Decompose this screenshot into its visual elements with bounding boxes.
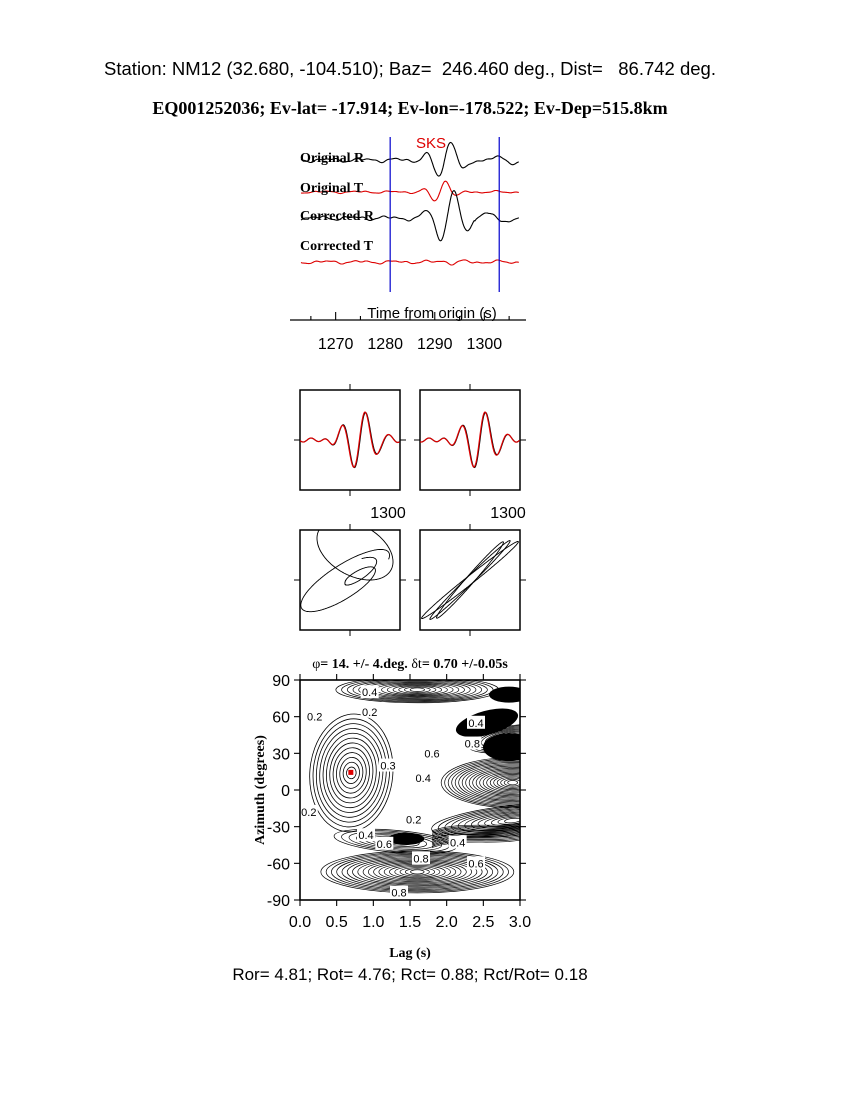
energy-grid-panel [253, 657, 595, 961]
energy-fill [388, 833, 424, 845]
contour-label [412, 851, 430, 865]
contour-label [463, 737, 481, 751]
particle-motion-path [317, 520, 393, 580]
contour-label [449, 836, 467, 850]
contour-label [405, 812, 423, 826]
grid-title [312, 657, 508, 672]
contour-label-text: 0.2 [307, 711, 323, 724]
trace-label-original-t: Original T [300, 181, 364, 196]
contour-label-text: 0.4 [358, 830, 374, 843]
contour-label-text: 0.4 [468, 717, 484, 730]
waveform-fit-panels [294, 384, 526, 522]
fit-waveform [420, 412, 520, 467]
contour-label-text: 0.2 [362, 706, 378, 719]
phi-symbol: φ [312, 657, 321, 672]
contour-label [423, 746, 441, 760]
contour-label [361, 685, 379, 699]
azimuth-tick-label: 0 [281, 783, 290, 800]
pm-panel-frame-2 [420, 530, 520, 630]
station-info: Station: NM12 (32.680, -104.510); Baz= 246.460 deg., Dist= 86.742 deg. [104, 58, 716, 79]
contour-label [375, 837, 393, 851]
trace-label-corrected-r: Corrected R [300, 209, 374, 224]
contour-label-text: 0.4 [362, 687, 378, 700]
energy-fill [483, 733, 535, 761]
contour-label-text: 0.8 [464, 738, 480, 751]
phase-label: SKS [416, 135, 447, 152]
lag-axis-label: Lag (s) [389, 946, 431, 961]
lag-tick-label: 0.5 [325, 914, 348, 931]
particle-motion-path [301, 550, 390, 612]
phi-value: = 14. +/- 4.deg. [320, 657, 412, 672]
seismogram-trace [301, 260, 519, 265]
particle-motion-panels [294, 520, 526, 636]
fit-panel-frame-2 [420, 390, 520, 490]
contour-label-text: 0.6 [376, 838, 392, 851]
time-axis-label: Time from origin (s) [367, 305, 497, 322]
lag-tick-label: 1.5 [398, 914, 422, 931]
contour-label [361, 705, 379, 719]
contour-label-text: 0.2 [301, 807, 317, 819]
fit-panel-2-tick: 1300 [490, 505, 526, 522]
lag-tick-label: 3.0 [508, 914, 532, 931]
best-fit-marker [348, 770, 353, 775]
contour-label [414, 771, 432, 785]
contour-label-text: 0.2 [406, 814, 422, 827]
fit-waveform [420, 413, 520, 468]
azimuth-tick-label: 90 [272, 673, 290, 690]
trace-label-corrected-t: Corrected T [300, 239, 373, 254]
contour-label [467, 716, 485, 730]
azimuth-tick-label: 60 [272, 709, 290, 727]
time-tick-label: 1270 [317, 336, 354, 353]
contour-label [300, 805, 318, 819]
azimuth-tick-label: -60 [266, 856, 290, 874]
azimuth-tick-label: 30 [272, 746, 290, 764]
contour-label [379, 759, 397, 773]
particle-motion-path [422, 541, 519, 618]
dt-symbol: δt [411, 657, 422, 672]
contour-label-text: 0.6 [424, 748, 440, 761]
time-tick-label: 1280 [367, 336, 404, 353]
contour-label-text: 0.3 [380, 760, 396, 773]
azimuth-tick-label: -30 [266, 819, 290, 837]
energy-fill [489, 687, 529, 703]
azimuth-tick-label: -90 [266, 893, 290, 910]
contour-label-text: 0.4 [450, 837, 466, 850]
lag-tick-label: 0.0 [288, 914, 312, 931]
lag-tick-label: 1.0 [362, 914, 385, 931]
pm-panel-frame-1 [300, 530, 400, 630]
ratio-summary: Ror= 4.81; Rot= 4.76; Rct= 0.88; Rct/Rot= 0.18 [232, 965, 588, 984]
time-tick-label: 1300 [466, 336, 503, 353]
contour-label-text: 0.8 [413, 853, 429, 866]
contour-label-text: 0.4 [415, 772, 431, 785]
time-tick-label: 1290 [416, 336, 453, 353]
fit-panel-1-tick: 1300 [370, 505, 406, 522]
seismogram-panel [290, 135, 526, 353]
lag-tick-label: 2.5 [472, 914, 495, 931]
event-info: EQ001252036; Ev-lat= -17.914; Ev-lon=-178.522; Ev-Dep=515.8km [152, 98, 668, 118]
contour-label-text: 0.6 [468, 858, 484, 871]
contour-label [390, 886, 408, 900]
azimuth-axis-label: Azimuth (degrees) [253, 735, 268, 845]
trace-label-original-r: Original R [300, 151, 365, 166]
dt-value: = 0.70 +/-0.05s [421, 657, 508, 672]
contour-label-text: 0.8 [391, 887, 407, 900]
contour-label [306, 710, 324, 724]
contour-label [467, 856, 485, 870]
contour-label [357, 828, 375, 842]
lag-tick-label: 2.0 [435, 914, 458, 931]
